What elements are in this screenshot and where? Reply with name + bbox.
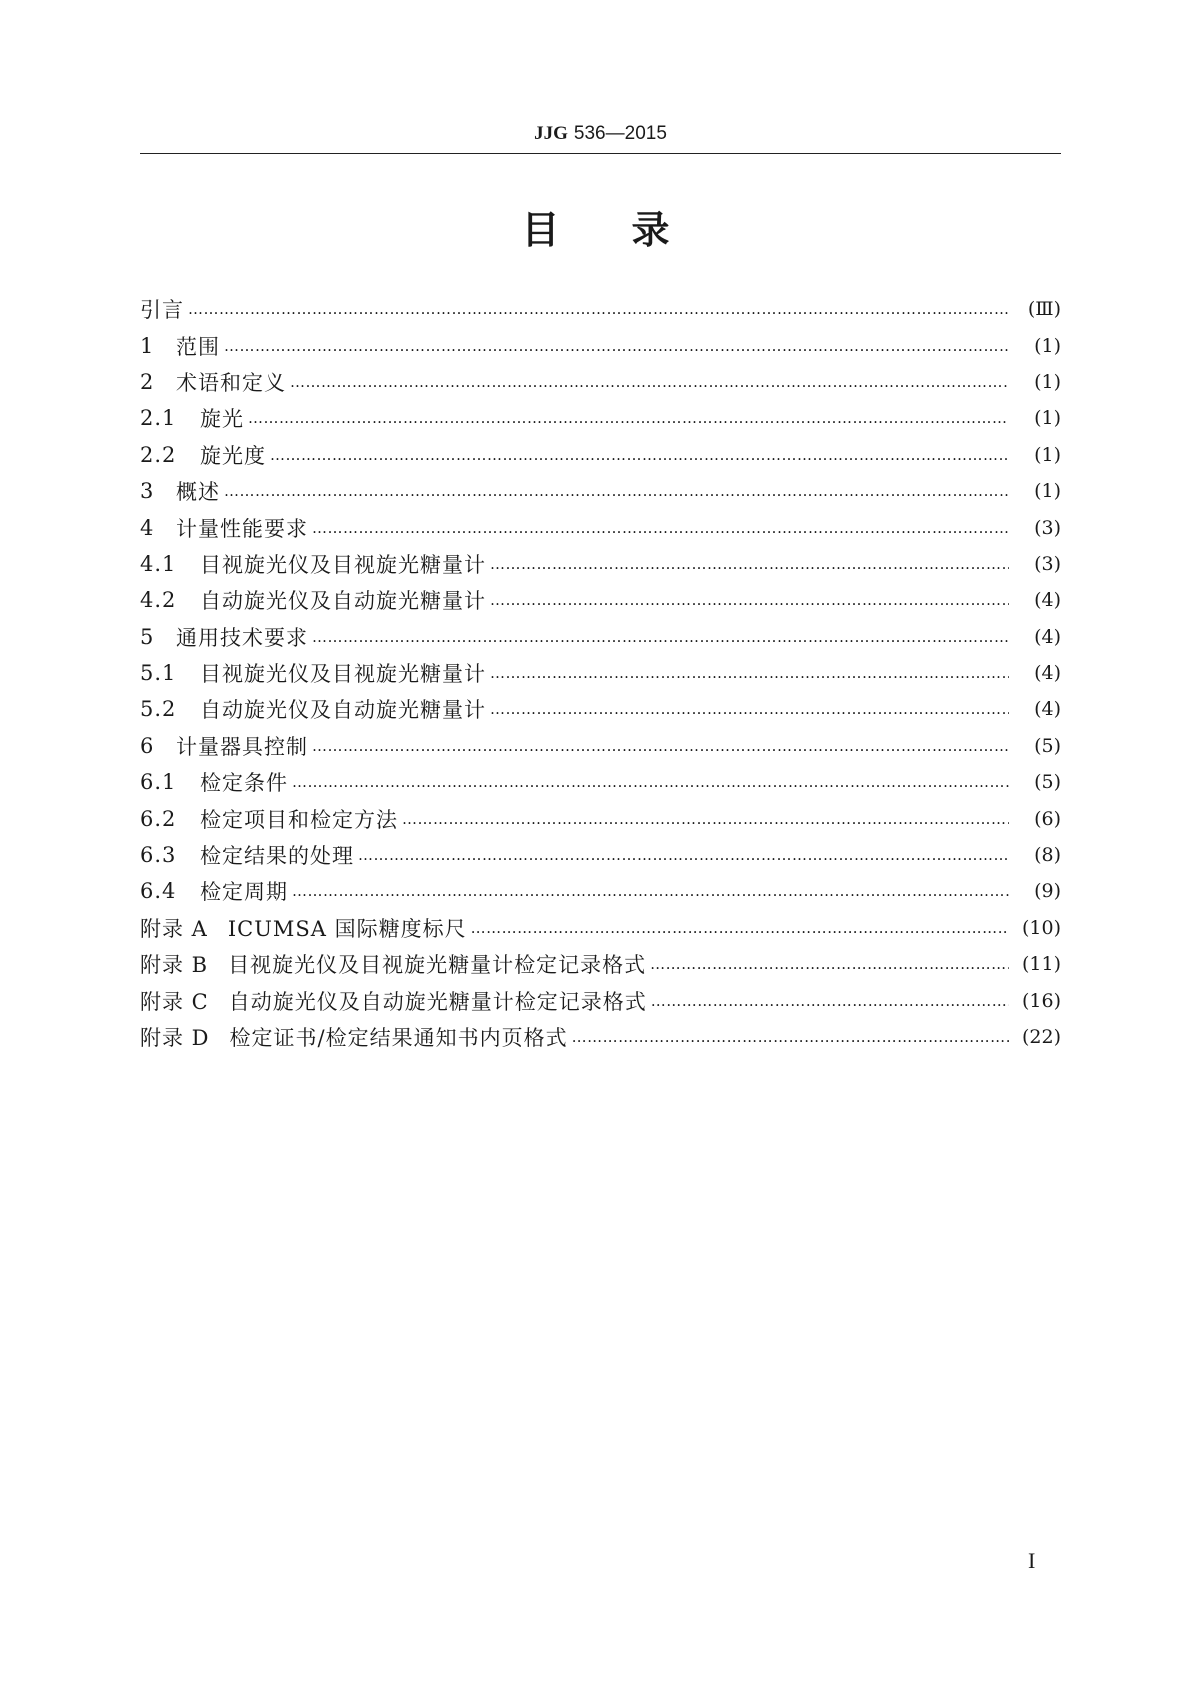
toc-entry-number: 附录 A bbox=[140, 916, 208, 941]
toc-entry-title: 旋光 bbox=[200, 407, 244, 432]
dot-leader bbox=[292, 773, 1009, 791]
toc-entry-title: 目视旋光仪及目视旋光糖量计 bbox=[200, 552, 486, 577]
toc-entry-page: (4) bbox=[1034, 589, 1061, 612]
toc-entry-title: 检定证书/检定结果通知书内页格式 bbox=[229, 1026, 568, 1050]
toc-entry-4-1[interactable] bbox=[140, 546, 1061, 582]
toc-entry-page: (11) bbox=[1021, 953, 1061, 976]
toc-entry-number: 3 bbox=[140, 479, 155, 504]
toc-entry-title: 检定项目和检定方法 bbox=[200, 807, 398, 832]
toc-entry-5-1[interactable] bbox=[140, 655, 1061, 691]
toc-entry-6-2[interactable] bbox=[140, 800, 1061, 836]
toc-entry-6[interactable] bbox=[140, 728, 1061, 764]
toc-entry-title: ICUMSA 国际糖度标尺 bbox=[227, 916, 467, 941]
dot-leader bbox=[248, 409, 1009, 427]
toc-entry-page: (8) bbox=[1034, 844, 1061, 867]
toc-entry-page: (4) bbox=[1034, 625, 1061, 648]
dot-leader bbox=[490, 664, 1009, 682]
toc-entry-number: 6.3 bbox=[140, 843, 177, 868]
toc-entry-number: 4 bbox=[140, 515, 155, 540]
dot-leader bbox=[270, 446, 1009, 464]
dot-leader bbox=[572, 1028, 1009, 1046]
toc-entry-number: 4.2 bbox=[140, 588, 177, 613]
toc-entry-appendix-b[interactable] bbox=[140, 946, 1061, 982]
dot-leader bbox=[188, 300, 1009, 318]
dot-leader bbox=[402, 810, 1009, 828]
toc-entry-6-4[interactable] bbox=[140, 873, 1061, 909]
toc-entry-6-1[interactable] bbox=[140, 764, 1061, 800]
page-header bbox=[140, 119, 1061, 154]
toc-entry-page: (3) bbox=[1034, 552, 1061, 575]
dot-leader bbox=[312, 737, 1009, 755]
dot-leader bbox=[490, 591, 1009, 609]
toc-entry-page: (1) bbox=[1034, 480, 1061, 503]
toc-entry-number: 2 bbox=[140, 369, 155, 394]
dot-leader bbox=[490, 700, 1009, 718]
toc-entry-5-2[interactable] bbox=[140, 691, 1061, 727]
standard-year: 536—2015 bbox=[573, 123, 667, 144]
page-number: I bbox=[1028, 1548, 1036, 1573]
toc-entry-page: (6) bbox=[1034, 807, 1061, 830]
toc-entry-title: 检定结果的处理 bbox=[200, 844, 354, 869]
toc-entry-number: 附录 C bbox=[140, 989, 209, 1014]
toc-entry-page: (4) bbox=[1034, 698, 1061, 721]
toc-entry-page: (16) bbox=[1021, 989, 1061, 1012]
toc-entry-page: (1) bbox=[1034, 370, 1061, 393]
page-title: 目录 bbox=[521, 208, 742, 252]
standard-code: JJG bbox=[534, 123, 568, 144]
dot-leader bbox=[358, 846, 1009, 864]
toc-entry-number: 6.1 bbox=[140, 770, 177, 795]
toc-entry-number: 5.2 bbox=[140, 697, 177, 722]
toc-entry-title: 自动旋光仪及自动旋光糖量计 bbox=[200, 698, 486, 723]
toc-entry-title: 目视旋光仪及目视旋光糖量计检定记录格式 bbox=[228, 953, 647, 978]
toc-entry-title: 自动旋光仪及自动旋光糖量计 bbox=[200, 589, 486, 614]
toc-entry-4-2[interactable] bbox=[140, 582, 1061, 618]
toc-entry-page: (1) bbox=[1034, 334, 1061, 357]
toc-entry-number: 5 bbox=[140, 624, 155, 649]
toc-entry-number: 附录 D bbox=[140, 1026, 210, 1050]
toc-entry-page: (3) bbox=[1034, 516, 1061, 539]
toc-entry-appendix-c[interactable] bbox=[140, 982, 1061, 1018]
toc-entry-title: 通用技术要求 bbox=[176, 625, 308, 650]
toc-entry-2-2[interactable] bbox=[140, 437, 1061, 473]
dot-leader bbox=[224, 337, 1009, 355]
toc-entry-page: (5) bbox=[1034, 734, 1061, 757]
toc-entry-appendix-d[interactable] bbox=[140, 1019, 1061, 1055]
toc-entry-title: 计量器具控制 bbox=[176, 734, 308, 759]
table-of-contents bbox=[140, 291, 1061, 1055]
toc-entry-number: 2.2 bbox=[140, 442, 177, 467]
toc-entry-number: 4.1 bbox=[140, 551, 177, 576]
toc-entry-4[interactable] bbox=[140, 509, 1061, 545]
toc-entry-number: 5.1 bbox=[140, 661, 177, 686]
toc-entry-1[interactable] bbox=[140, 327, 1061, 363]
dot-leader bbox=[290, 373, 1009, 391]
toc-entry-number: 6 bbox=[140, 733, 155, 758]
toc-entry-page: (22) bbox=[1021, 1026, 1061, 1048]
toc-entry-number: 附录 B bbox=[140, 953, 209, 978]
dot-leader bbox=[224, 482, 1009, 500]
toc-entry-3[interactable] bbox=[140, 473, 1061, 509]
toc-entry-title: 范围 bbox=[176, 334, 220, 359]
toc-entry-title: 检定条件 bbox=[200, 771, 288, 796]
toc-entry-title: 计量性能要求 bbox=[176, 516, 308, 541]
toc-entry-2[interactable] bbox=[140, 364, 1061, 400]
toc-entry-number: 2.1 bbox=[140, 406, 177, 431]
toc-entry-page: (Ⅲ) bbox=[1027, 298, 1061, 321]
toc-entry-number: 6.4 bbox=[140, 879, 177, 904]
toc-entry-title: 自动旋光仪及自动旋光糖量计检定记录格式 bbox=[228, 989, 647, 1014]
toc-entry-page: (4) bbox=[1034, 662, 1061, 685]
dot-leader bbox=[471, 919, 1009, 937]
dot-leader bbox=[312, 628, 1009, 646]
toc-entry-page: (9) bbox=[1034, 880, 1061, 903]
toc-entry-page: (1) bbox=[1034, 407, 1061, 430]
toc-entry-page: (1) bbox=[1034, 443, 1061, 466]
dot-leader bbox=[292, 882, 1009, 900]
toc-entry-5[interactable] bbox=[140, 619, 1061, 655]
toc-entry-intro[interactable] bbox=[140, 291, 1061, 327]
dot-leader bbox=[651, 992, 1009, 1010]
toc-entry-6-3[interactable] bbox=[140, 837, 1061, 873]
toc-entry-title: 旋光度 bbox=[200, 443, 266, 468]
toc-entry-title: 目视旋光仪及目视旋光糖量计 bbox=[200, 662, 486, 687]
toc-entry-number: 1 bbox=[140, 333, 155, 358]
toc-entry-title: 术语和定义 bbox=[176, 370, 286, 395]
toc-entry-page: (10) bbox=[1021, 916, 1061, 939]
toc-entry-title: 检定周期 bbox=[200, 880, 288, 905]
dot-leader bbox=[490, 555, 1009, 573]
toc-entry-appendix-a[interactable] bbox=[140, 910, 1061, 946]
toc-entry-2-1[interactable] bbox=[140, 400, 1061, 436]
toc-entry-page: (5) bbox=[1034, 771, 1061, 794]
dot-leader bbox=[312, 519, 1009, 537]
dot-leader bbox=[650, 955, 1009, 973]
toc-entry-number: 6.2 bbox=[140, 806, 177, 831]
toc-entry-title: 引言 bbox=[140, 298, 184, 323]
toc-entry-title: 概述 bbox=[176, 480, 220, 505]
